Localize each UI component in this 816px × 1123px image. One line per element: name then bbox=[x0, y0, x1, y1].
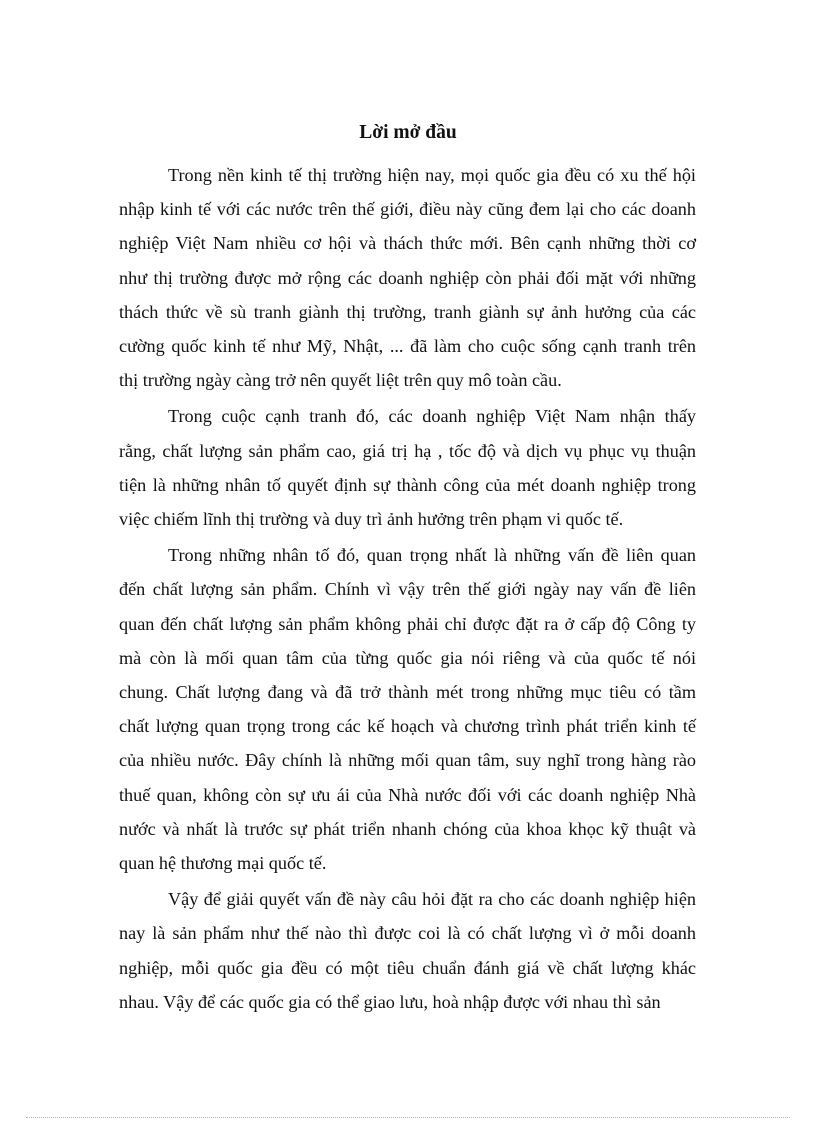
paragraph-1 bbox=[119, 158, 696, 397]
text-line: nước và nhất là trước sự phát triển nhanh chóng của khoa khọc kỹ thuật và bbox=[119, 818, 696, 839]
text-line: Trong những nhân tố đó, quan trọng nhất là những vấn đề liên quan bbox=[168, 545, 696, 566]
text-line: nghiệp, mỗi quốc gia đều có một tiêu chuẩn đánh giá về chất lượng khác bbox=[119, 957, 696, 978]
paragraph-3 bbox=[119, 538, 696, 880]
text-line: Trong nền kinh tế thị trường hiện nay, mọi quốc gia đều có xu thế hội bbox=[168, 165, 696, 185]
text-line: cường quốc kinh tế như Mỹ, Nhật, ... đã làm cho cuộc sống cạnh tranh trên bbox=[119, 336, 696, 357]
text-line: việc chiếm lĩnh thị trường và duy trì ảnh hưởng trên phạm vi quốc tế. bbox=[119, 509, 624, 530]
text-line: chung. Chất lượng đang và đã trở thành mét trong những mục tiêu có tầm bbox=[119, 682, 696, 703]
text-line: đến chất lượng sản phẩm. Chính vì vậy trên thế giới ngày nay vấn đề liên bbox=[119, 579, 696, 600]
text-line: rằng, chất lượng sản phẩm cao, giá trị hạ , tốc độ và dịch vụ phục vụ thuận bbox=[119, 440, 696, 461]
text-line: thách thức về sù tranh giành thị trường, tranh giành sự ảnh hưởng của các bbox=[119, 301, 696, 322]
text-line: nay là sản phẩm như thế nào thì được coi là có chất lượng vì ở mỗi doanh bbox=[119, 923, 696, 944]
paragraph-4 bbox=[119, 882, 696, 1019]
text-line: nghiệp Việt Nam nhiều cơ hội và thách thức mới. Bên cạnh những thời cơ bbox=[119, 233, 696, 254]
text-line: Trong cuộc cạnh tranh đó, các doanh nghiệp Việt Nam nhận thấy bbox=[168, 406, 696, 427]
page-bottom-divider bbox=[26, 1117, 790, 1118]
text-line: thị trường ngày càng trở nên quyết liệt trên quy mô toàn cầu. bbox=[119, 370, 562, 391]
text-line: chất lượng quan trọng trong các kế hoạch và chương trình phát triển kinh tế bbox=[119, 716, 696, 737]
text-line: mà còn là mối quan tâm của từng quốc gia nói riêng và của quốc tế nói bbox=[119, 647, 696, 668]
document-title: Lời mở đầu bbox=[359, 122, 457, 143]
text-line: tiện là những nhân tố quyết định sự thành công của mét doanh nghiệp trong bbox=[119, 474, 696, 495]
text-line: nhau. Vậy để các quốc gia có thể giao lưu, hoà nhập được với nhau thì sản bbox=[119, 991, 661, 1012]
text-line: như thị trường được mở rộng các doanh nghiệp còn phải đối mặt với những bbox=[119, 267, 696, 288]
text-line: nhập kinh tế với các nước trên thế giới, điều này cũng đem lại cho các doanh bbox=[119, 199, 696, 220]
paragraph-2 bbox=[119, 399, 696, 536]
text-line: Vậy để giải quyết vấn đề này câu hỏi đặt ra cho các doanh nghiệp hiện bbox=[168, 889, 696, 910]
text-line: quan hệ thương mại quốc tế. bbox=[119, 853, 327, 874]
text-line: quan đến chất lượng sản phẩm không phải chỉ được đặt ra ở cấp độ Công ty bbox=[119, 613, 696, 634]
text-line: của nhiều nước. Đây chính là những mối quan tâm, suy nghĩ trong hàng rào bbox=[119, 750, 696, 771]
document-body bbox=[119, 158, 696, 1021]
text-line: thuế quan, không còn sự ưu ái của Nhà nước đối với các doanh nghiệp Nhà bbox=[119, 784, 696, 805]
